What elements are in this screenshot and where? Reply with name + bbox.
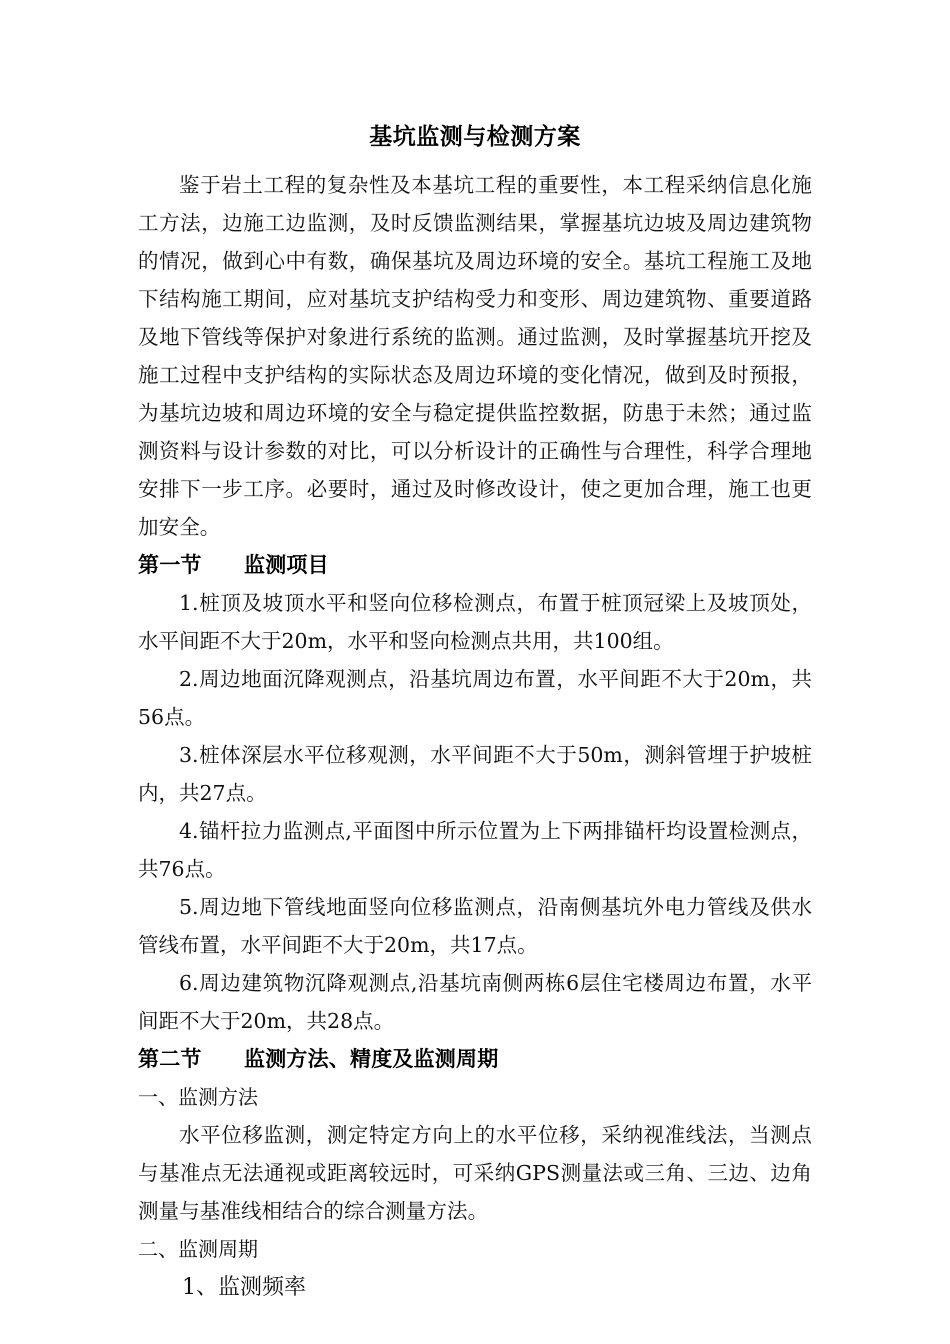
list-item: 4.锚杆拉力监测点,平面图中所示位置为上下两排锚杆均设置检测点，共76点。 [138, 819, 812, 881]
page-title: 基坑监测与检测方案 [369, 124, 581, 150]
numbered-heading-monitoring-frequency: 1、监测频率 [182, 1275, 306, 1300]
subsection-body-monitoring-method: 水平位移监测，测定特定方向上的水平位移，采纳视准线法，当测点与基准点无法通视或距离较远时，可采纳GPS测量法或三角、三边、边角测量与基准线相结合的综合测量方法。 [138, 1123, 812, 1223]
list-item: 2.周边地面沉降观测点，沿基坑周边布置，水平间距不大于20m，共56点。 [138, 667, 812, 729]
document-body [138, 118, 812, 1308]
intro-paragraph: 鉴于岩土工程的复杂性及本基坑工程的重要性，本工程采纳信息化施工方法，边施工边监测，及时反馈监测结果，掌握基坑边坡及周边建筑物的情况，做到心中有数，确保基坑及周边环境的安全。基坑工程施工及地下结构施工期间，应对基坑支护结构受力和变形、周边建筑物、重要道路及地下管线等保护对象进行系统的监测。通过监测，及时掌握基坑开挖及施工过程中支护结构的实际状态及周边环境的变化情况，做到及时预报，为基坑边坡和周边环境的安全与稳定提供监控数据，防患于未然；通过监测资料与设计参数的对比，可以分析设计的正确性与合理性，科学合理地安排下一步工序。必要时，通过及时修改设计，使之更加合理，施工也更加安全。 [138, 173, 812, 539]
section-heading-1: 第一节 监测项目 [138, 553, 329, 577]
list-item: 1.桩顶及坡顶水平和竖向位移检测点，布置于桩顶冠梁上及坡顶处，水平间距不大于20m，水平和竖向检测点共用，共100组。 [138, 591, 812, 653]
subsection-heading-monitoring-cycle: 二、监测周期 [138, 1237, 258, 1261]
section-heading-2: 第二节 监测方法、精度及监测周期 [138, 1047, 499, 1071]
list-item: 5.周边地下管线地面竖向位移监测点，沿南侧基坑外电力管线及供水管线布置，水平间距不大于20m，共17点。 [138, 895, 812, 957]
subsection-heading-monitoring-method: 一、监测方法 [138, 1085, 258, 1109]
list-item: 3.桩体深层水平位移观测，水平间距不大于50m，测斜管埋于护坡桩内，共27点。 [138, 743, 812, 805]
list-item: 6.周边建筑物沉降观测点,沿基坑南侧两栋6层住宅楼周边布置，水平间距不大于20m，共28点。 [138, 971, 812, 1033]
